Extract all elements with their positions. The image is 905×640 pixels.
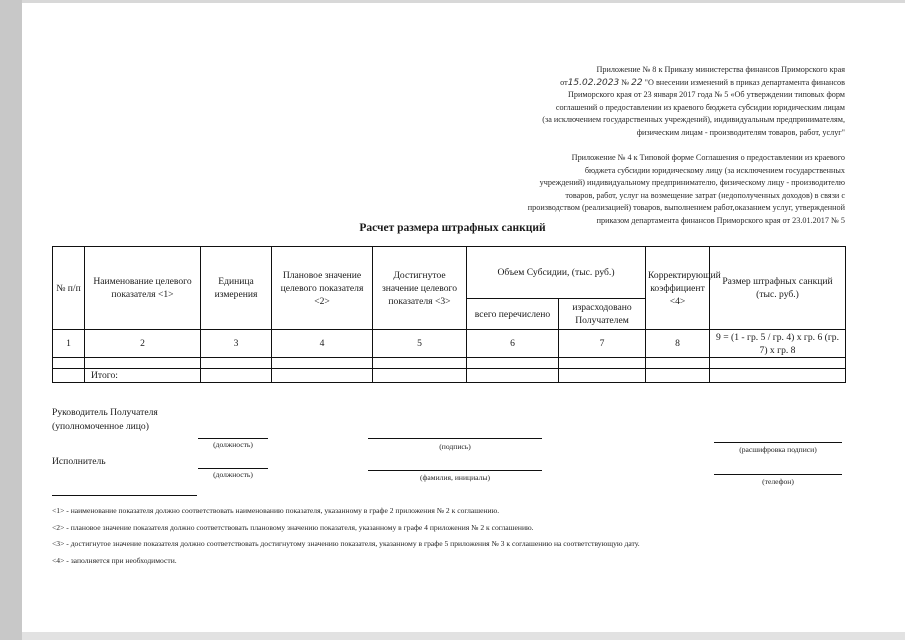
table-empty-row bbox=[53, 358, 846, 369]
appendix-8-line-2 bbox=[405, 77, 845, 90]
penalty-calculation-table bbox=[52, 246, 846, 383]
executor-caption-phone: (телефон) bbox=[762, 477, 794, 486]
appendix-8-date-suffix: "О внесении изменений в приказ департамента финансов bbox=[644, 77, 845, 87]
executor-caption-position: (должность) bbox=[213, 470, 253, 479]
executor-position-line bbox=[198, 468, 268, 469]
table-header-row bbox=[53, 247, 846, 299]
handwritten-date: 15.02.2023 bbox=[567, 77, 620, 88]
appendix-8-header bbox=[405, 64, 845, 140]
header-correction-coefficient: Корректирующий коэффициент <4> bbox=[646, 247, 710, 330]
header-subsidy-spent: израсходовано Получателем bbox=[559, 299, 646, 330]
appendix-8-line-1: Приложение № 8 к Приказу министерства финансов Приморского края bbox=[596, 65, 845, 74]
appendix-8-line-3: Приморского края от 23 января 2017 года № 5 «Об утверждении типовых форм bbox=[567, 90, 845, 100]
column-number: 2 bbox=[85, 330, 201, 358]
document-title: Расчет размера штрафных санкций bbox=[359, 222, 546, 234]
appendix-8-date-prefix: от bbox=[560, 77, 568, 87]
column-number: 1 bbox=[53, 330, 85, 358]
appendix-4-line-4: товаров, работ, услуг на возмещение затрат (недополученных доходов) в связи с bbox=[565, 190, 845, 200]
head-signature-line bbox=[368, 438, 542, 439]
executor-name-line bbox=[368, 470, 542, 471]
column-number: 3 bbox=[201, 330, 272, 358]
footnotes bbox=[52, 503, 852, 569]
scan-shadow-bottom bbox=[22, 632, 905, 640]
footnote-separator bbox=[52, 495, 197, 496]
appendix-4-line-2: бюджета субсидии юридическому лицу (за исключением государственных bbox=[584, 165, 845, 175]
column-number: 4 bbox=[272, 330, 373, 358]
header-fine-amount: Размер штрафных санкций (тыс. руб.) bbox=[710, 247, 846, 330]
column-number: 8 bbox=[646, 330, 710, 358]
total-label: Итого: bbox=[85, 369, 201, 383]
appendix-8-line-4: соглашений о предоставлении из краевого бюджета субсидии юридическим лицам bbox=[555, 102, 845, 112]
head-signature-decoding-line bbox=[714, 442, 842, 443]
handwritten-number: 22 bbox=[631, 77, 643, 88]
column-number: 6 bbox=[467, 330, 559, 358]
appendix-8-num-label: № bbox=[621, 77, 630, 87]
appendix-4-line-3: учреждений) индивидуальному предпринимателю, физическому лицу - производителю bbox=[539, 178, 845, 188]
header-subsidy-volume: Объем Субсидии, (тыс. руб.) bbox=[467, 247, 646, 299]
column-number-formula: 9 = (1 - гр. 5 / гр. 4) x гр. 6 (гр. 7) x гр. 8 bbox=[710, 330, 846, 358]
header-indicator-name: Наименование целевого показателя <1> bbox=[85, 247, 201, 330]
appendix-4-line-6: приказом департамента финансов Приморского края от 23.01.2017 № 5 bbox=[596, 215, 845, 225]
table-column-numbers-row bbox=[53, 330, 846, 358]
header-unit: Единица измерения bbox=[201, 247, 272, 330]
footnote-4: <4> - заполняется при необходимости. bbox=[52, 555, 177, 565]
table-total-row bbox=[53, 369, 846, 383]
head-caption-signature: (подпись) bbox=[439, 442, 471, 451]
appendix-8-line-6: физическим лицам - производителям товаров, работ, услуг" bbox=[636, 127, 845, 137]
appendix-4-line-1: Приложение № 4 к Типовой форме Соглашения о предоставлении из краевого bbox=[571, 153, 845, 162]
column-number: 7 bbox=[559, 330, 646, 358]
column-number: 5 bbox=[373, 330, 467, 358]
appendix-4-header bbox=[375, 152, 845, 228]
header-num: № п/п bbox=[53, 247, 85, 330]
head-label-line-2: (уполномоченное лицо) bbox=[52, 421, 149, 432]
head-position-line bbox=[198, 438, 268, 439]
scan-shadow-top bbox=[22, 0, 905, 3]
appendix-8-line-5: (за исключением государственных учреждений), индивидуальным предпринимателям, bbox=[542, 115, 845, 125]
head-caption-signature-decoding: (расшифровка подписи) bbox=[739, 445, 817, 454]
executor-label: Исполнитель bbox=[52, 456, 106, 467]
footnote-1: <1> - наименование показателя должно соответствовать наименованию показателя, указанному в графе 2 приложения № 2 к соглашению. bbox=[52, 506, 500, 515]
footnote-2: <2> - плановое значение показателя должно соответствовать плановому значению показателя, указанному в графе 4 приложения № 2 к соглашению. bbox=[52, 522, 534, 532]
head-label-line-1: Руководитель Получателя bbox=[52, 407, 158, 418]
footnote-3: <3> - достигнутое значение показателя должно соответствовать достигнутому значению показателя, указанному в графе 5 приложения № 3 к соглашению на соответствующую дату. bbox=[52, 539, 640, 548]
header-achieved-value: Достигнутое значение целевого показателя <3> bbox=[373, 247, 467, 330]
executor-phone-line bbox=[714, 474, 842, 475]
header-planned-value: Плановое значение целевого показателя <2> bbox=[272, 247, 373, 330]
header-subsidy-total: всего перечислено bbox=[467, 299, 559, 330]
scan-shadow-left bbox=[0, 0, 22, 640]
head-caption-position: (должность) bbox=[213, 440, 253, 449]
appendix-4-line-5: производством (реализацией) товаров, выполнением работ,оказанием услуг, утвержденной bbox=[527, 203, 845, 213]
executor-caption-name: (фамилия, инициалы) bbox=[419, 473, 490, 482]
